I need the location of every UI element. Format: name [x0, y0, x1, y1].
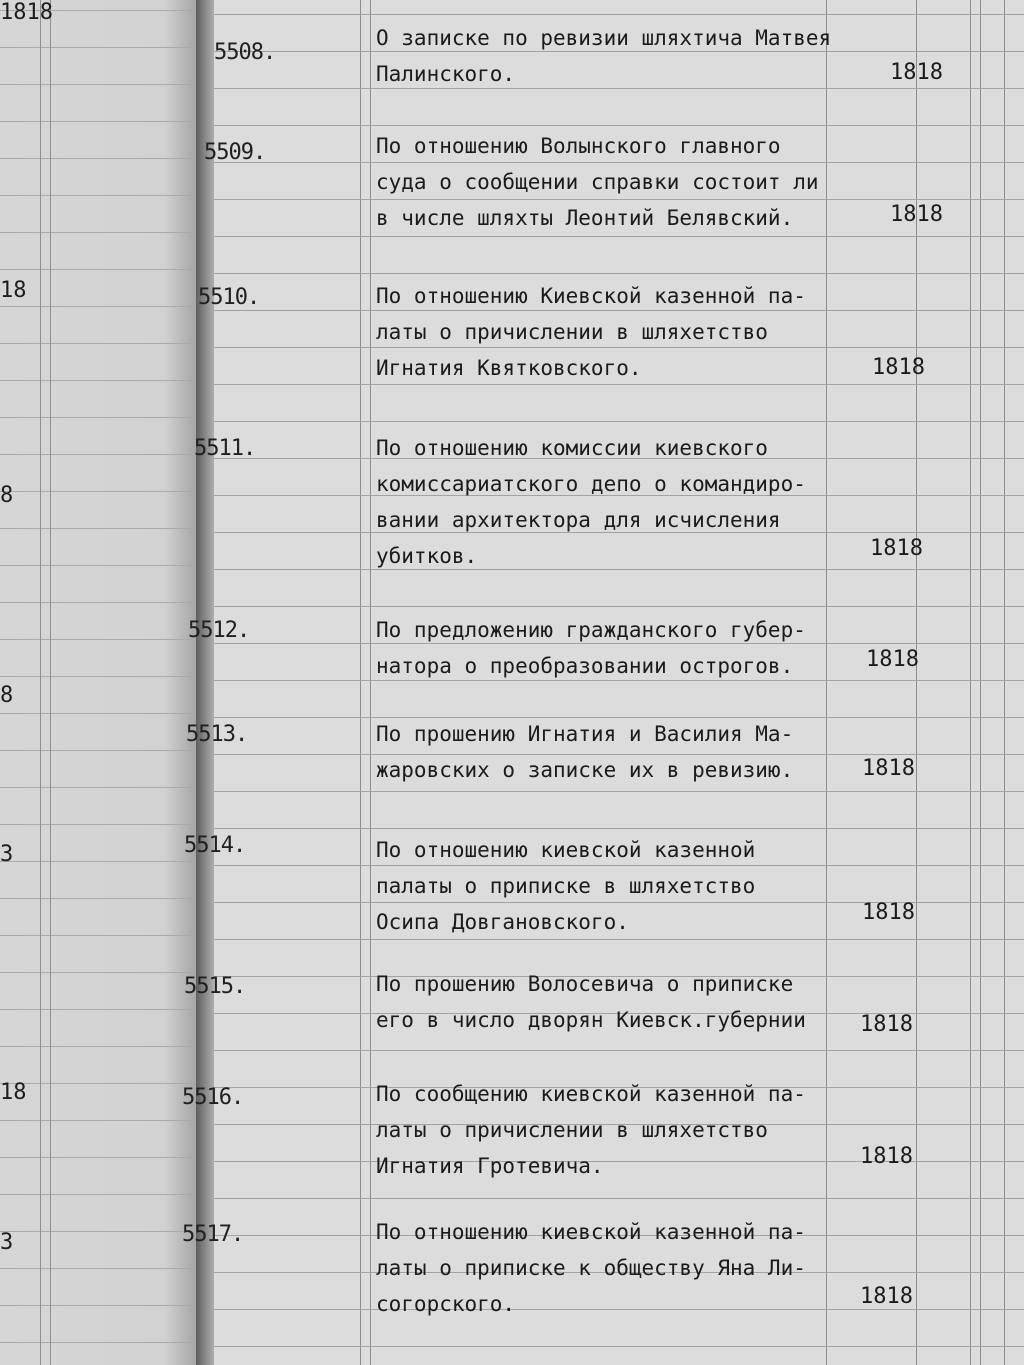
left-page-number: 3 — [0, 842, 14, 867]
entry-description: По прошению Игнатия и Василия Ма- жаровских о записке их в ревизию. — [376, 722, 794, 782]
entry-description: По отношению киевской казенной па- латы о приписке к обществу Яна Ли- согорского. — [376, 1220, 806, 1316]
entry-description: По отношению Киевской казенной па- латы о причислении в шляхетство Игнатия Квятковского. — [376, 284, 806, 380]
ruled-line — [0, 898, 205, 899]
ruled-line — [0, 343, 205, 344]
entry-description: По сообщению киевской казенной па- латы о причислении в шляхетство Игнатия Гротевича. — [376, 1082, 806, 1178]
ruled-line — [0, 1157, 205, 1158]
entry-year: 1818 — [860, 1144, 913, 1169]
entry-description: По предложению гражданского губер- натора о преобразовании острогов. — [376, 618, 806, 678]
ruled-line — [214, 1198, 1024, 1199]
ruled-line — [0, 47, 205, 48]
entry-number: 5516. — [182, 1085, 244, 1110]
ruled-line — [0, 1083, 205, 1084]
ruled-line — [214, 14, 1024, 15]
ruled-line — [0, 787, 205, 788]
entry-description: О записке по ревизии шляхтича Матвея Палинского. — [376, 26, 832, 86]
ruled-line — [0, 195, 205, 196]
ruled-line — [214, 1050, 1024, 1051]
left-page-number: 8 — [0, 483, 14, 508]
ruled-line — [0, 824, 205, 825]
left-page-number: 3 — [0, 1230, 14, 1255]
ruled-line — [0, 1231, 205, 1232]
entry-description: По отношению Волынского главного суда о сообщении справки состоит ли в числе шляхты Леонтий Белявский. — [376, 134, 819, 230]
ruled-line — [0, 565, 205, 566]
ruled-line — [0, 1046, 205, 1047]
entry-number: 5512. — [188, 618, 250, 643]
entry-year: 1818 — [860, 1012, 913, 1037]
ruled-line — [0, 454, 205, 455]
ruled-line — [0, 84, 205, 85]
ruled-line — [0, 158, 205, 159]
register-page — [182, 0, 1024, 1365]
ruled-line — [0, 1342, 205, 1343]
ruled-line — [0, 1268, 205, 1269]
ruled-line — [0, 380, 205, 381]
column-rule — [40, 0, 41, 1365]
entry-year: 1818 — [890, 202, 943, 227]
entry-number: 5511. — [194, 436, 256, 461]
ruled-line — [214, 125, 1024, 126]
ruled-line — [214, 236, 1024, 237]
ruled-line — [0, 269, 205, 270]
ruled-line — [0, 1009, 205, 1010]
left-page-number: 1818 — [0, 0, 53, 25]
ruled-line — [0, 1305, 205, 1306]
left-page-fragment — [0, 0, 205, 1365]
entry-number: 5514. — [184, 833, 246, 858]
left-page-number: 8 — [0, 683, 14, 708]
entry-year: 1818 — [862, 900, 915, 925]
entry-year: 1818 — [866, 647, 919, 672]
entry-year: 1818 — [890, 60, 943, 85]
entry-year: 1818 — [870, 536, 923, 561]
ruled-line — [0, 935, 205, 936]
entry-number: 5509. — [204, 140, 266, 165]
ruled-line — [0, 306, 205, 307]
ruled-line — [0, 232, 205, 233]
ruled-line — [0, 972, 205, 973]
entry-number: 5515. — [184, 974, 246, 999]
ruled-line — [214, 421, 1024, 422]
entry-number: 5517. — [182, 1222, 244, 1247]
ruled-line — [214, 828, 1024, 829]
ruled-line — [0, 121, 205, 122]
ruled-line — [214, 1346, 1024, 1347]
ruled-line — [0, 713, 205, 714]
entry-number: 5508. — [214, 40, 276, 65]
left-page-number: 18 — [0, 278, 27, 303]
ruled-line — [214, 791, 1024, 792]
entry-number: 5513. — [186, 722, 248, 747]
entry-description: По прошению Волосевича о приписке его в число дворян Киевск.губернии — [376, 972, 806, 1032]
ruled-line — [0, 1120, 205, 1121]
ruled-line — [0, 750, 205, 751]
ruled-line — [214, 606, 1024, 607]
ruled-line — [214, 273, 1024, 274]
ruled-line — [0, 861, 205, 862]
entry-year: 1818 — [860, 1284, 913, 1309]
ruled-line — [0, 639, 205, 640]
entry-number: 5510. — [198, 285, 260, 310]
ruled-line — [0, 602, 205, 603]
ruled-line — [0, 528, 205, 529]
ruled-line — [0, 491, 205, 492]
entry-year: 1818 — [872, 355, 925, 380]
column-rule — [50, 0, 51, 1365]
entry-description: По отношению киевской казенной палаты о приписке в шляхетство Осипа Довгановского. — [376, 838, 756, 934]
entry-description: По отношению комиссии киевского комиссариатского депо о командиро- вании архитектора для исчисления убитков. — [376, 436, 806, 568]
ruled-line — [0, 1194, 205, 1195]
ruled-line — [0, 417, 205, 418]
left-page-number: 18 — [0, 1080, 27, 1105]
ruled-line — [0, 676, 205, 677]
entry-year: 1818 — [862, 756, 915, 781]
